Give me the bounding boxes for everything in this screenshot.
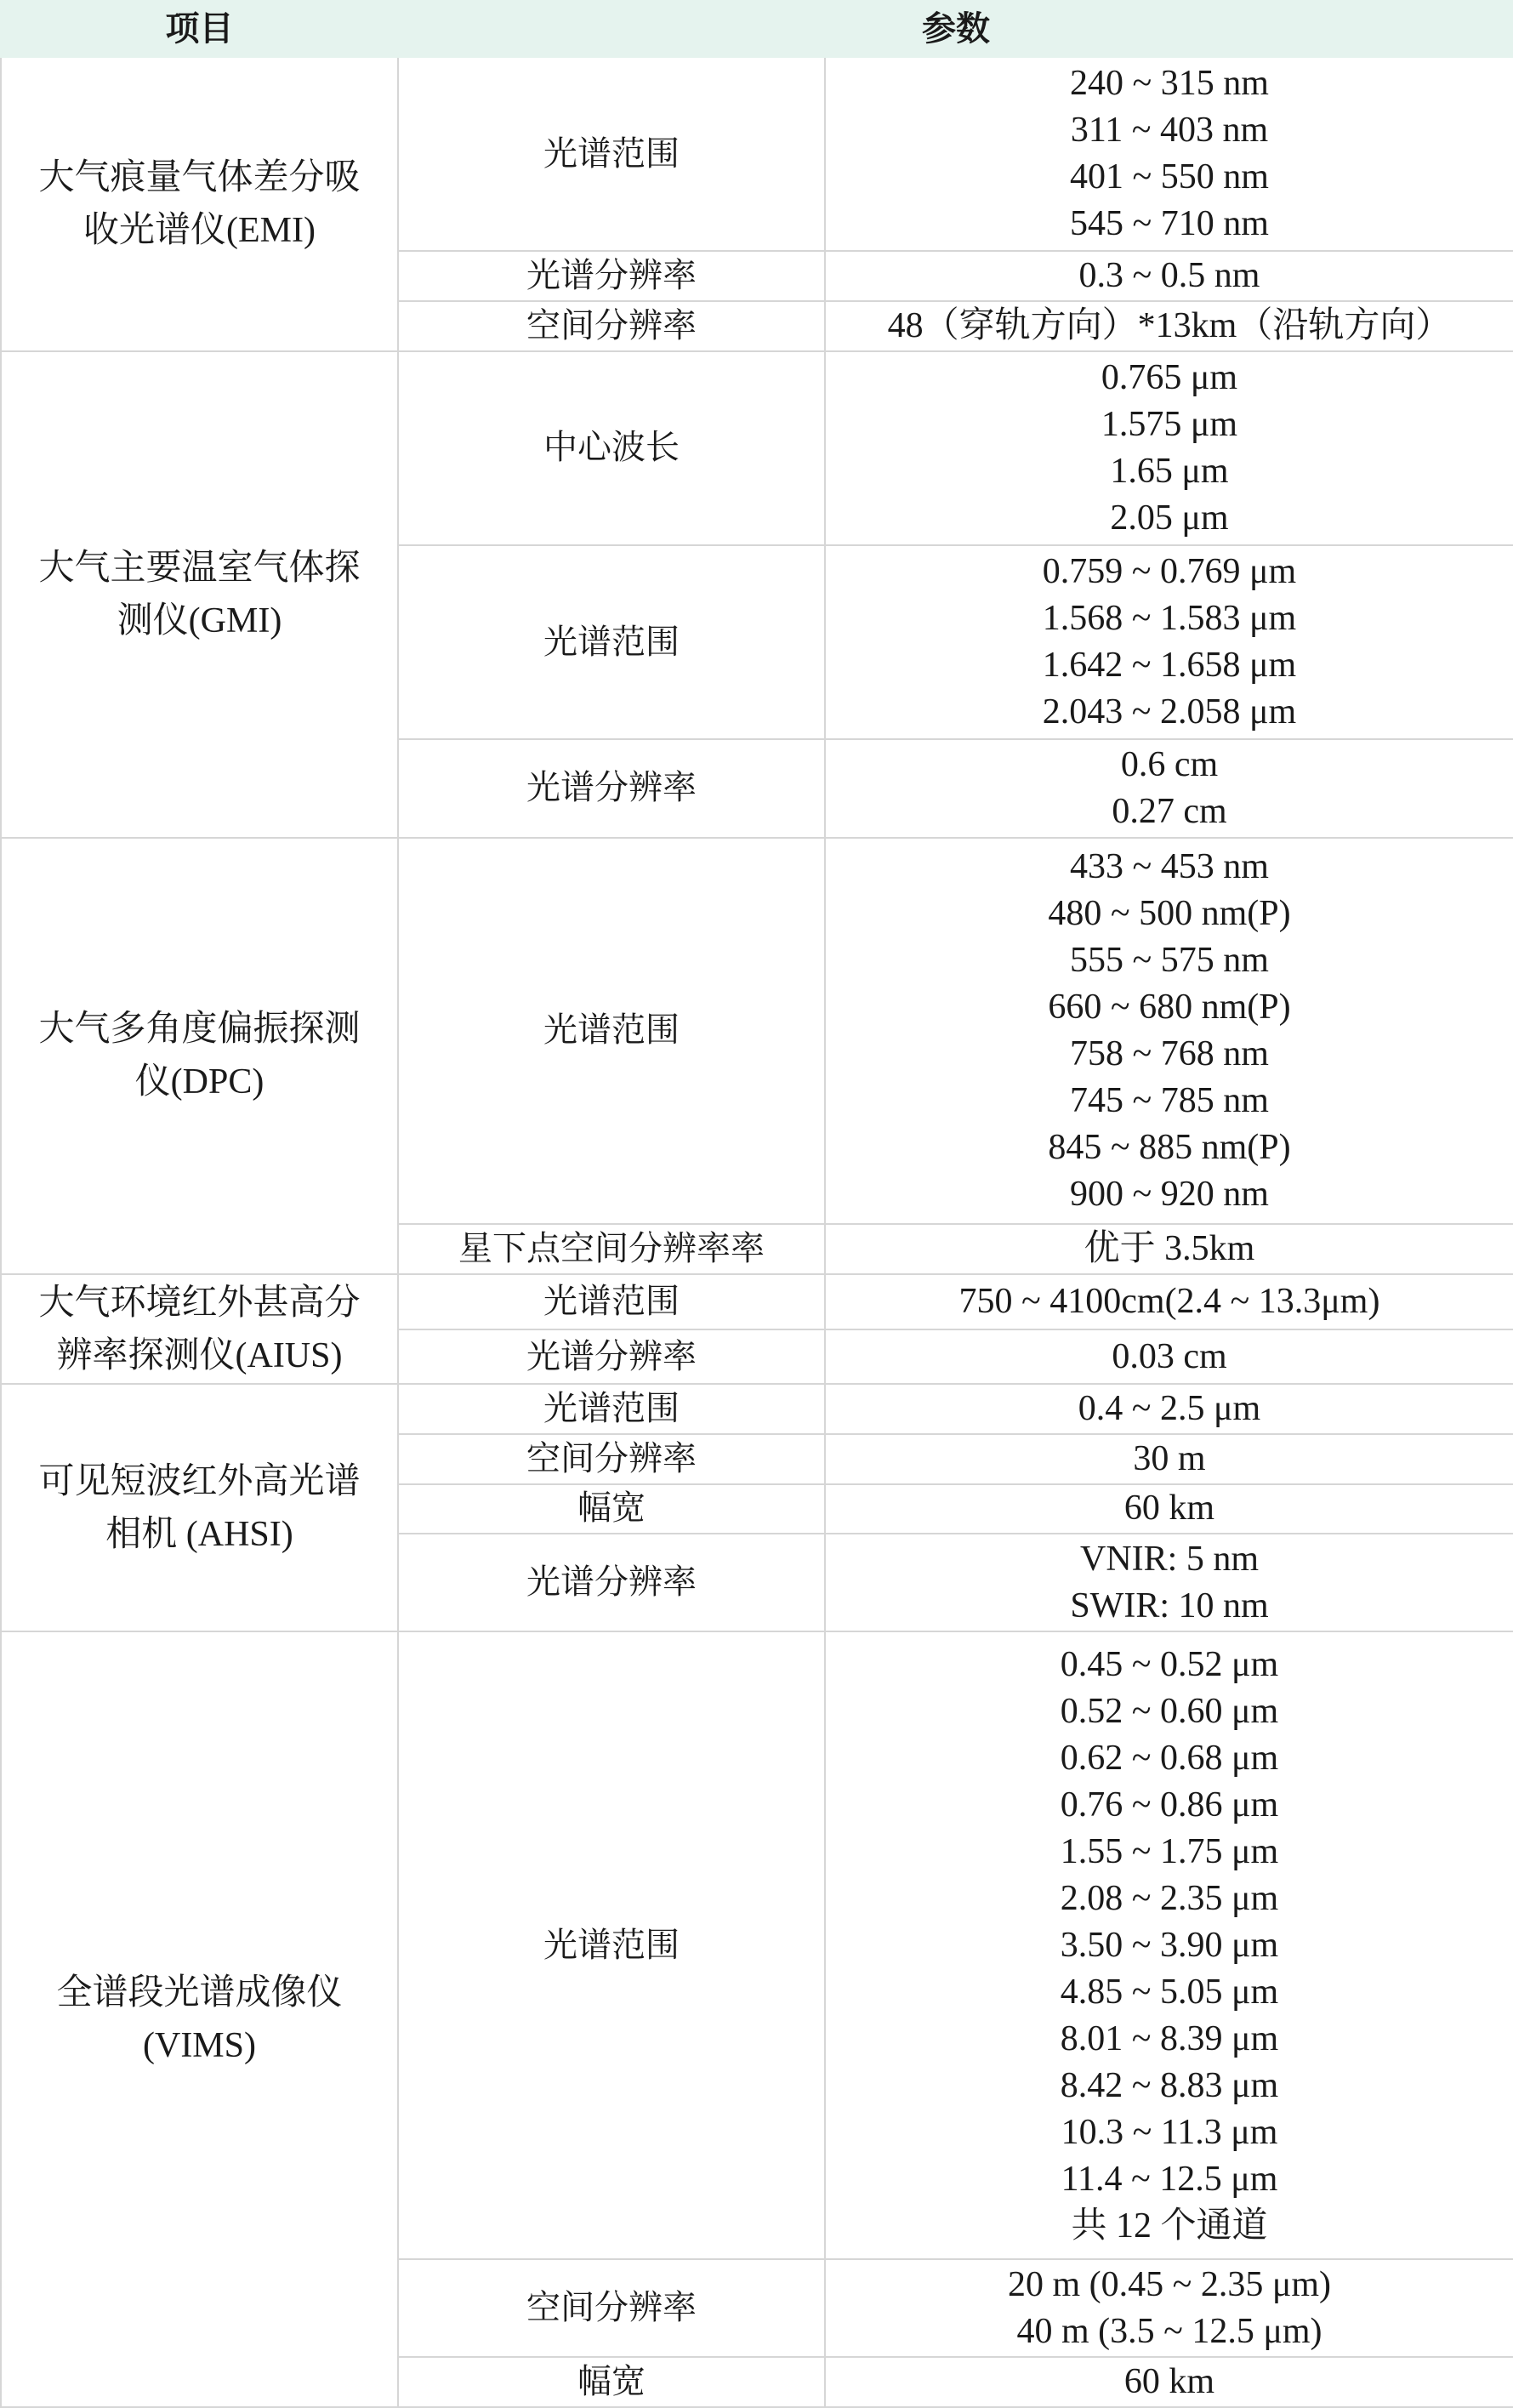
parameter-value: 750 ~ 4100cm(2.4 ~ 13.3μm) bbox=[958, 1281, 1380, 1321]
parameter-value: 10.3 ~ 11.3 μm bbox=[1061, 2112, 1278, 2152]
parameter-name: 空间分辨率 bbox=[398, 1434, 825, 1484]
instrument-name-line: 大气主要温室气体探 bbox=[38, 548, 361, 588]
parameter-values bbox=[825, 1224, 1513, 1274]
parameter-value: SWIR: 10 nm bbox=[1070, 1585, 1269, 1625]
parameter-values bbox=[825, 2357, 1513, 2407]
parameter-name: 光谱分辨率 bbox=[398, 739, 825, 837]
parameter-value: 0.52 ~ 0.60 μm bbox=[1060, 1691, 1279, 1731]
parameter-value: 0.759 ~ 0.769 μm bbox=[1042, 552, 1297, 592]
parameter-value: 60 km bbox=[1123, 2362, 1215, 2402]
parameter-values bbox=[825, 2259, 1513, 2357]
instrument-name bbox=[1, 351, 398, 838]
parameter-values bbox=[825, 1274, 1513, 1329]
parameter-values bbox=[825, 1384, 1513, 1434]
parameter-value: 2.05 μm bbox=[1110, 498, 1229, 538]
parameter-value: 1.65 μm bbox=[1110, 451, 1229, 491]
parameter-value: 660 ~ 680 nm(P) bbox=[1048, 987, 1291, 1027]
table-row bbox=[1, 1274, 1513, 1329]
parameter-values bbox=[825, 1434, 1513, 1484]
parameter-name: 光谱范围 bbox=[398, 1274, 825, 1329]
parameter-value: 30 m bbox=[1133, 1438, 1206, 1478]
parameter-name: 光谱范围 bbox=[398, 57, 825, 251]
parameter-value: 0.765 μm bbox=[1101, 357, 1238, 397]
parameter-value: 3.50 ~ 3.90 μm bbox=[1060, 1925, 1279, 1965]
parameter-name: 光谱范围 bbox=[398, 545, 825, 739]
instrument-name bbox=[1, 1384, 398, 1631]
table-row bbox=[1, 57, 1513, 251]
parameter-name: 光谱分辨率 bbox=[398, 251, 825, 301]
parameter-value: 0.62 ~ 0.68 μm bbox=[1060, 1738, 1279, 1778]
parameter-value: 1.575 μm bbox=[1101, 404, 1238, 444]
parameter-value: 845 ~ 885 nm(P) bbox=[1048, 1127, 1291, 1167]
table-body bbox=[1, 57, 1513, 2407]
parameter-name: 光谱范围 bbox=[398, 1631, 825, 2259]
parameter-value: 0.6 cm bbox=[1120, 744, 1219, 784]
instrument-name-line: 辨率探测仪(AIUS) bbox=[56, 1335, 343, 1375]
instrument-name-line: 收光谱仪(EMI) bbox=[83, 210, 316, 250]
parameter-value: 0.3 ~ 0.5 nm bbox=[1078, 256, 1260, 296]
parameter-value: 758 ~ 768 nm bbox=[1070, 1033, 1269, 1073]
header-item: 项目 bbox=[1, 1, 398, 57]
parameter-values bbox=[825, 1534, 1513, 1631]
instrument-name-line: 全谱段光谱成像仪 bbox=[56, 1973, 343, 2013]
parameter-values bbox=[825, 251, 1513, 301]
parameter-name: 空间分辨率 bbox=[398, 2259, 825, 2357]
parameter-value: 0.4 ~ 2.5 μm bbox=[1078, 1389, 1261, 1429]
parameter-name: 幅宽 bbox=[398, 2357, 825, 2407]
parameter-value: 8.01 ~ 8.39 μm bbox=[1060, 2018, 1279, 2058]
parameter-values bbox=[825, 545, 1513, 739]
parameter-name: 中心波长 bbox=[398, 351, 825, 545]
parameter-values bbox=[825, 739, 1513, 837]
parameter-value: 900 ~ 920 nm bbox=[1070, 1174, 1269, 1214]
parameter-name: 光谱分辨率 bbox=[398, 1329, 825, 1385]
parameter-value: 311 ~ 403 nm bbox=[1070, 111, 1269, 151]
parameter-name: 光谱范围 bbox=[398, 838, 825, 1225]
parameter-value: 240 ~ 315 nm bbox=[1070, 64, 1269, 104]
parameter-values bbox=[825, 1329, 1513, 1385]
parameter-value: 共 12 个通道 bbox=[1071, 2206, 1268, 2246]
parameter-value: 40 m (3.5 ~ 12.5 μm) bbox=[1016, 2311, 1322, 2351]
parameter-value: 480 ~ 500 nm(P) bbox=[1048, 893, 1291, 933]
table-row bbox=[1, 351, 1513, 545]
parameter-value: 60 km bbox=[1123, 1489, 1215, 1528]
parameter-value: 优于 3.5km bbox=[1084, 1229, 1255, 1268]
instrument-name bbox=[1, 57, 398, 351]
parameter-value: 48（穿轨方向）*13km（沿轨方向） bbox=[887, 305, 1452, 345]
parameter-name: 空间分辨率 bbox=[398, 301, 825, 351]
parameter-value: 0.03 cm bbox=[1112, 1336, 1227, 1376]
parameter-value: 0.76 ~ 0.86 μm bbox=[1060, 1785, 1279, 1825]
parameter-values bbox=[825, 351, 1513, 545]
parameter-value: 433 ~ 453 nm bbox=[1070, 846, 1269, 886]
parameter-name: 光谱范围 bbox=[398, 1384, 825, 1434]
instrument-name-line: 测仪(GMI) bbox=[117, 601, 282, 640]
header-params: 参数 bbox=[398, 1, 1513, 57]
parameter-value: 2.08 ~ 2.35 μm bbox=[1060, 1878, 1279, 1918]
parameter-values bbox=[825, 838, 1513, 1225]
parameter-value: 4.85 ~ 5.05 μm bbox=[1060, 1972, 1279, 2012]
instrument-name-line: 大气环境红外甚高分 bbox=[38, 1283, 361, 1323]
instrument-name bbox=[1, 1274, 398, 1385]
parameter-values bbox=[825, 57, 1513, 251]
parameter-value: 11.4 ~ 12.5 μm bbox=[1061, 2159, 1278, 2199]
table-row bbox=[1, 838, 1513, 1225]
table-row bbox=[1, 1631, 1513, 2259]
table-header-row bbox=[1, 1, 1513, 57]
parameter-value: 1.642 ~ 1.658 μm bbox=[1042, 646, 1297, 686]
parameter-name: 幅宽 bbox=[398, 1484, 825, 1534]
parameter-value: 1.55 ~ 1.75 μm bbox=[1060, 1831, 1279, 1871]
parameter-value: 20 m (0.45 ~ 2.35 μm) bbox=[1007, 2264, 1332, 2304]
instrument-name-line: 可见短波红外高光谱 bbox=[38, 1461, 361, 1501]
parameter-value: 1.568 ~ 1.583 μm bbox=[1042, 599, 1297, 639]
instrument-name-line: 大气痕量气体差分吸 bbox=[38, 157, 361, 197]
parameter-name: 星下点空间分辨率率 bbox=[398, 1224, 825, 1274]
instrument-name-line: (VIMS) bbox=[143, 2026, 256, 2066]
parameter-value: 0.27 cm bbox=[1112, 791, 1227, 831]
instrument-name-line: 仪(DPC) bbox=[134, 1062, 264, 1102]
table-row bbox=[1, 1384, 1513, 1434]
parameter-value: 745 ~ 785 nm bbox=[1070, 1080, 1269, 1120]
parameter-value: 555 ~ 575 nm bbox=[1070, 940, 1269, 980]
parameter-value: 2.043 ~ 2.058 μm bbox=[1042, 692, 1297, 732]
parameter-value: 401 ~ 550 nm bbox=[1070, 157, 1269, 197]
instrument-name-line: 相机 (AHSI) bbox=[105, 1514, 293, 1554]
parameter-value: 545 ~ 710 nm bbox=[1070, 204, 1269, 244]
parameter-value: VNIR: 5 nm bbox=[1080, 1539, 1259, 1579]
parameter-name: 光谱分辨率 bbox=[398, 1534, 825, 1631]
instrument-name bbox=[1, 1631, 398, 2407]
instrument-name-line: 大气多角度偏振探测 bbox=[38, 1010, 361, 1050]
parameter-values bbox=[825, 301, 1513, 351]
instrument-name bbox=[1, 838, 398, 1274]
parameter-value: 0.45 ~ 0.52 μm bbox=[1060, 1644, 1279, 1684]
parameter-values bbox=[825, 1631, 1513, 2259]
parameter-values bbox=[825, 1484, 1513, 1534]
parameter-value: 8.42 ~ 8.83 μm bbox=[1060, 2065, 1279, 2105]
